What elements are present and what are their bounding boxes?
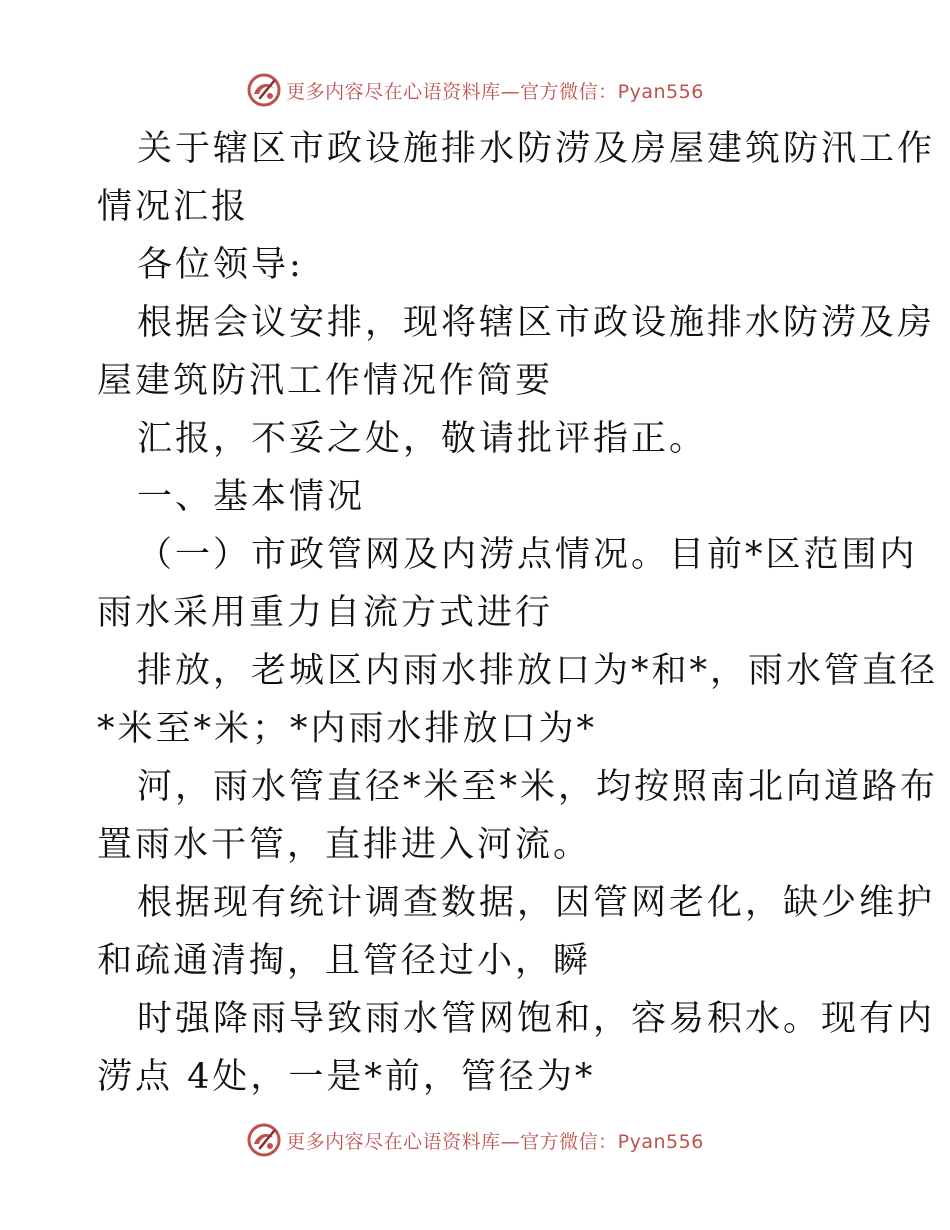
swirl-logo-icon [246,1122,282,1158]
header-banner-text: 更多内容尽在心语资料库—官方微信：Pyan556 [286,80,704,103]
text-line: 一、基本情况 [137,477,366,517]
text-line: 汇报，不妥之处，敬请批评指正。 [137,419,708,459]
text-line: 情况汇报 [97,187,250,227]
footer-banner-text: 更多内容尽在心语资料库—官方微信：Pyan556 [286,1130,704,1153]
text-line: 涝点 4处，一是*前，管径为* [97,1057,596,1097]
text-line: 雨水采用重力自流方式进行 [97,593,554,633]
text-line: *米至*米；*内雨水排放口为* [97,709,598,749]
text-line: 屋建筑防汛工作情况作简要 [97,361,554,401]
text-line: 排放，老城区内雨水排放口为*和*，雨水管直径 [137,651,939,691]
swirl-logo-icon [246,72,282,108]
text-line: 根据现有统计调查数据，因管网老化，缺少维护 [137,883,936,923]
text-line: 关于辖区市政设施排水防涝及房屋建筑防汛工作 [137,129,936,169]
header-banner [0,70,950,110]
document-body [97,120,939,1106]
footer-banner [0,1120,950,1160]
text-line: 和疏通清掏，且管径过小，瞬 [97,941,592,981]
text-line: （一）市政管网及内涝点情况。目前*区范围内 [137,535,918,575]
text-line: 河，雨水管直径*米至*米，均按照南北向道路布 [137,767,939,807]
text-line: 时强降雨导致雨水管网饱和，容易积水。现有内 [137,999,936,1039]
text-line: 置雨水干管，直排进入河流。 [97,825,592,865]
text-line: 各位领导: [137,245,304,285]
text-line: 根据会议安排，现将辖区市政设施排水防涝及房 [137,303,936,343]
